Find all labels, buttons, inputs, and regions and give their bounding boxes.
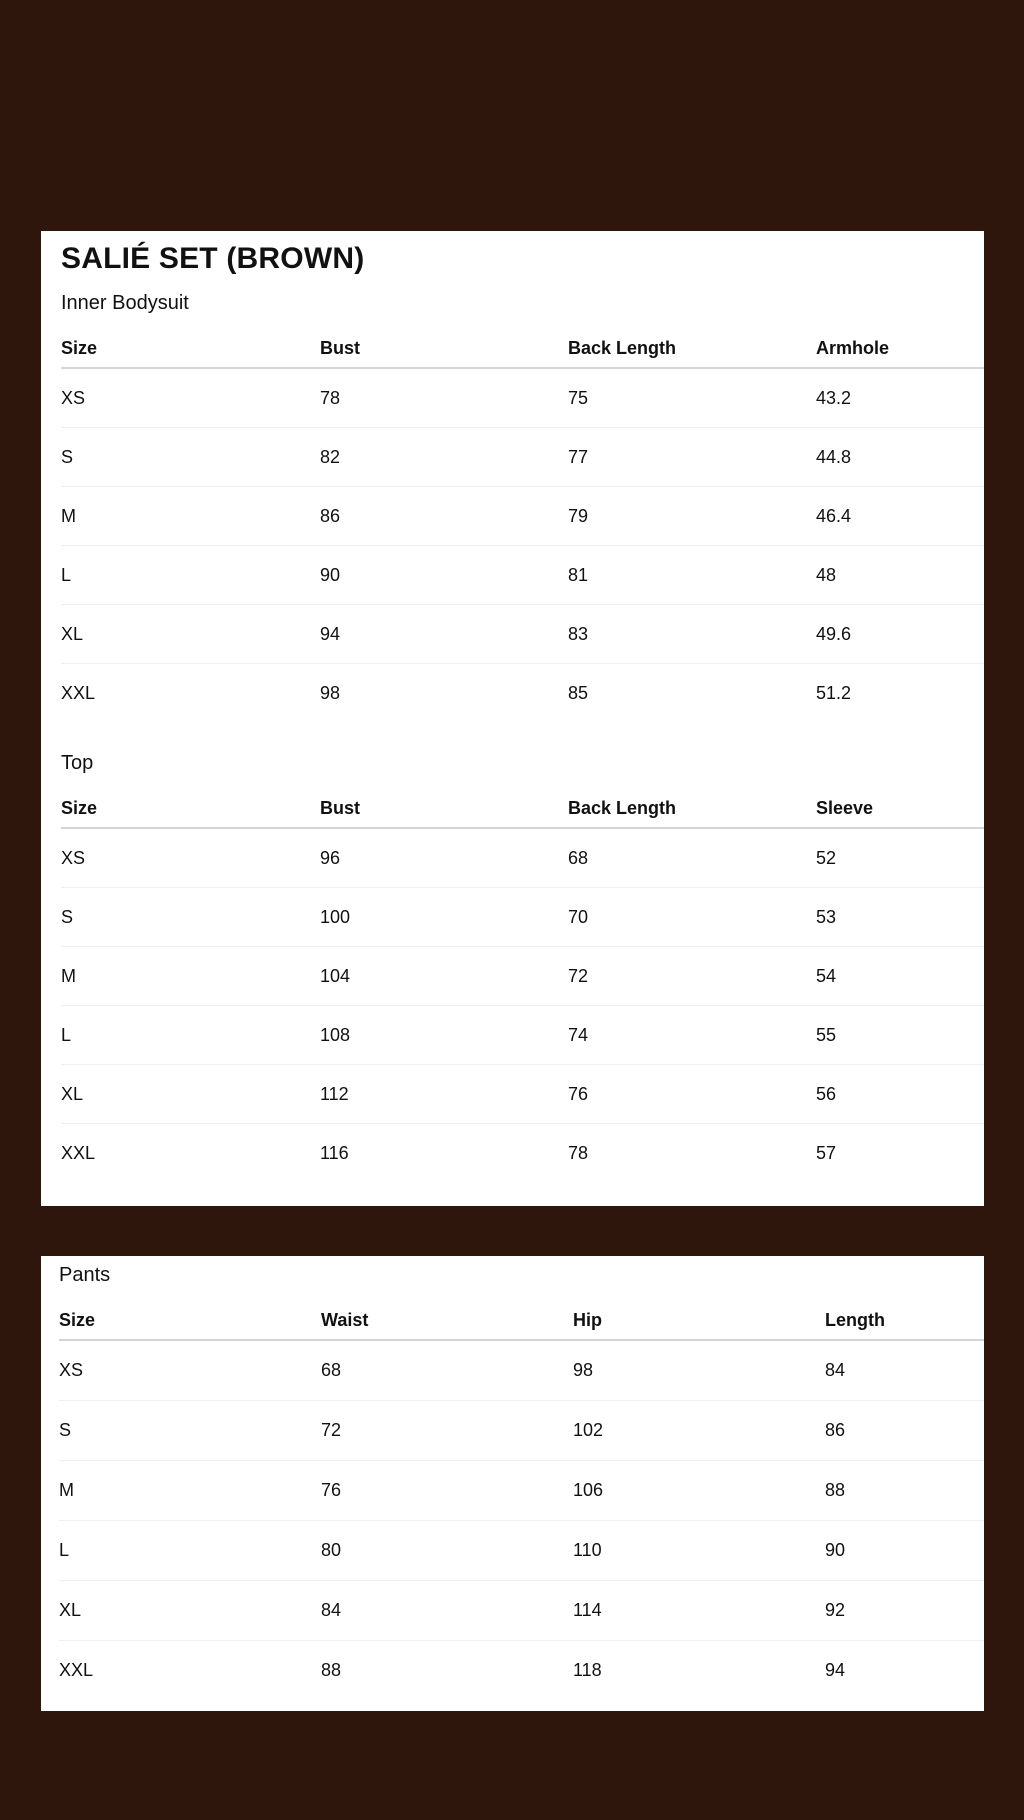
cell-sleeve: 56 xyxy=(816,1065,984,1124)
cell-back-length: 79 xyxy=(568,487,816,546)
cell-size: L xyxy=(61,1006,320,1065)
column-header-armhole: Armhole xyxy=(816,329,984,368)
column-header-back-length: Back Length xyxy=(568,789,816,828)
table-row xyxy=(61,605,984,664)
cell-size: M xyxy=(61,487,320,546)
section-title: Inner Bodysuit xyxy=(61,292,189,314)
section-inner-bodysuit xyxy=(61,291,984,722)
size-chart-card-top xyxy=(41,231,984,1206)
column-header-bust: Bust xyxy=(320,329,568,368)
table-row xyxy=(61,1006,984,1065)
cell-length: 88 xyxy=(825,1461,984,1521)
cell-back-length: 83 xyxy=(568,605,816,664)
cell-back-length: 85 xyxy=(568,682,589,703)
table-row xyxy=(61,1065,984,1124)
column-header-size: Size xyxy=(59,1301,321,1340)
cell-sleeve: 55 xyxy=(816,1006,984,1065)
cell-hip: 114 xyxy=(573,1581,825,1641)
cell-sleeve: 53 xyxy=(816,888,984,947)
table-row xyxy=(61,428,984,487)
table-row xyxy=(59,1581,984,1641)
cell-bust: 82 xyxy=(320,428,568,487)
column-header-waist: Waist xyxy=(321,1301,573,1340)
table-header-row xyxy=(59,1301,984,1340)
cell-back-length: 70 xyxy=(568,888,816,947)
cell-bust: 90 xyxy=(320,546,568,605)
cell-hip: 110 xyxy=(573,1521,825,1581)
cell-armhole: 46.4 xyxy=(816,487,984,546)
cell-hip: 102 xyxy=(573,1401,825,1461)
section-title: Top xyxy=(61,752,94,774)
cell-bust: 94 xyxy=(320,605,568,664)
cell-size: XL xyxy=(59,1581,321,1641)
cell-back-length: 68 xyxy=(568,828,816,888)
table-row xyxy=(59,1641,984,1701)
cell-size: XL xyxy=(61,605,320,664)
cell-size: XS xyxy=(61,368,320,428)
table-header-row xyxy=(61,789,984,828)
cell-back-length: 75 xyxy=(568,368,816,428)
cell-size: S xyxy=(59,1401,321,1461)
cell-bust: 108 xyxy=(320,1006,568,1065)
cell-sleeve: 54 xyxy=(816,947,984,1006)
cell-hip: 118 xyxy=(573,1660,602,1680)
cell-length: 84 xyxy=(825,1340,984,1401)
section-top xyxy=(61,751,984,1182)
cell-bust: 86 xyxy=(320,487,568,546)
cell-back-length: 72 xyxy=(568,947,816,1006)
cell-size: S xyxy=(61,888,320,947)
table-row xyxy=(59,1340,984,1401)
cell-armhole: 48 xyxy=(816,546,984,605)
cell-back-length: 76 xyxy=(568,1065,816,1124)
section-title: Pants xyxy=(59,1264,111,1286)
cell-bust: 78 xyxy=(320,368,568,428)
size-table-inner-bodysuit xyxy=(61,329,984,722)
table-row xyxy=(61,487,984,546)
table-row xyxy=(59,1521,984,1581)
cell-size: XXL xyxy=(59,1660,94,1680)
cell-size: XS xyxy=(61,828,320,888)
column-header-hip: Hip xyxy=(573,1301,825,1340)
page-title: SALIÉ SET (BROWN) xyxy=(61,242,365,275)
cell-hip: 106 xyxy=(573,1461,825,1521)
cell-size: L xyxy=(61,546,320,605)
cell-bust: 116 xyxy=(320,1142,349,1163)
cell-bust: 104 xyxy=(320,947,568,1006)
cell-waist: 76 xyxy=(321,1461,573,1521)
table-row xyxy=(61,546,984,605)
cell-size: XS xyxy=(59,1340,321,1401)
cell-length: 86 xyxy=(825,1401,984,1461)
cell-size: XXL xyxy=(61,682,96,703)
cell-length: 92 xyxy=(825,1581,984,1641)
cell-size: M xyxy=(61,947,320,1006)
table-row xyxy=(59,1461,984,1521)
cell-armhole: 49.6 xyxy=(816,605,984,664)
column-header-sleeve: Sleeve xyxy=(816,789,984,828)
cell-size: XL xyxy=(61,1065,320,1124)
table-row xyxy=(61,1124,984,1183)
cell-bust: 98 xyxy=(320,682,341,703)
cell-waist: 80 xyxy=(321,1521,573,1581)
cell-back-length: 81 xyxy=(568,546,816,605)
size-chart-card-bottom xyxy=(41,1256,984,1711)
cell-back-length: 77 xyxy=(568,428,816,487)
cell-size: S xyxy=(61,428,320,487)
column-header-size: Size xyxy=(61,789,320,828)
size-table-top xyxy=(61,789,984,1182)
cell-bust: 96 xyxy=(320,828,568,888)
table-row xyxy=(61,888,984,947)
cell-length: 90 xyxy=(825,1521,984,1581)
table-row xyxy=(61,368,984,428)
column-header-length: Length xyxy=(825,1301,984,1340)
cell-length: 94 xyxy=(825,1660,846,1680)
table-row xyxy=(61,828,984,888)
cell-bust: 100 xyxy=(320,888,568,947)
cell-waist: 88 xyxy=(321,1660,342,1680)
cell-armhole: 51.2 xyxy=(816,682,852,703)
cell-back-length: 78 xyxy=(568,1142,589,1163)
table-row xyxy=(61,664,984,723)
cell-waist: 68 xyxy=(321,1340,573,1401)
table-row xyxy=(59,1401,984,1461)
cell-sleeve: 57 xyxy=(816,1142,837,1163)
table-row xyxy=(61,947,984,1006)
cell-sleeve: 52 xyxy=(816,828,984,888)
cell-bust: 112 xyxy=(320,1065,568,1124)
column-header-back-length: Back Length xyxy=(568,329,816,368)
column-header-bust: Bust xyxy=(320,789,568,828)
cell-waist: 84 xyxy=(321,1581,573,1641)
cell-armhole: 44.8 xyxy=(816,428,984,487)
cell-armhole: 43.2 xyxy=(816,368,984,428)
section-pants xyxy=(59,1263,984,1700)
cell-back-length: 74 xyxy=(568,1006,816,1065)
cell-size: M xyxy=(59,1461,321,1521)
column-header-size: Size xyxy=(61,329,320,368)
cell-size: XXL xyxy=(61,1142,96,1163)
cell-size: L xyxy=(59,1521,321,1581)
cell-hip: 98 xyxy=(573,1340,825,1401)
cell-waist: 72 xyxy=(321,1401,573,1461)
table-header-row xyxy=(61,329,984,368)
size-table-pants xyxy=(59,1301,984,1700)
